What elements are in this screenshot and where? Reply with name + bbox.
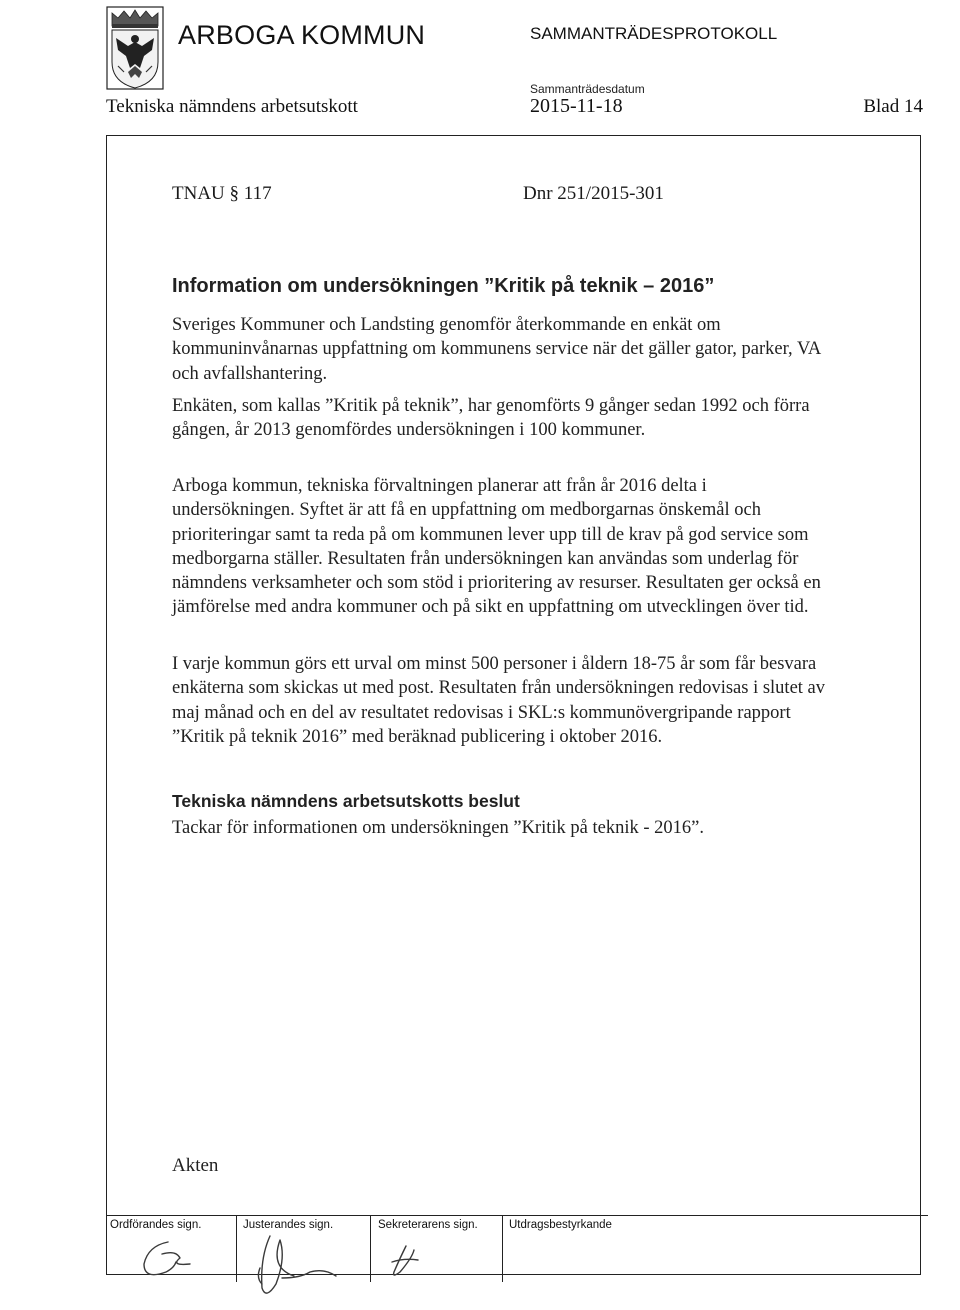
extract-certification-label: Utdragsbestyrkande xyxy=(509,1219,612,1231)
page-number: Blad 14 xyxy=(863,96,923,117)
committee-name: Tekniska nämndens arbetsutskott xyxy=(106,96,358,117)
footer-divider xyxy=(106,1215,928,1216)
meeting-date: 2015-11-18 xyxy=(530,95,623,117)
meeting-date-label: Sammanträdesdatum xyxy=(530,82,645,96)
decision-heading: Tekniska nämndens arbetsutskotts beslut xyxy=(172,791,520,811)
adjuster-signature-label: Justerandes sign. xyxy=(243,1219,334,1231)
body-paragraph: Arboga kommun, tekniska förvaltningen planerar att från år 2016 delta i undersökningen. Syftet är att få en uppfattning om medborgarnas önskemål och prioriteringar samt ta reda på om kommunen lever upp till de krav på god service som medborgarna ställer. Resultaten från undersökningen kan användas som underlag för nämndens verksamheter och som stöd i prioritering av resurser. Resultaten ger också en jämförelse med andra kommuner och på sikt en uppfattning om utvecklingen över tid. xyxy=(172,476,821,618)
handwritten-initials xyxy=(110,1228,440,1306)
organization-name: ARBOGA KOMMUN xyxy=(178,20,426,50)
diary-number: Dnr 251/2015-301 xyxy=(523,183,664,204)
arboga-coat-of-arms-eagle-icon xyxy=(106,6,164,90)
distribution-list: Akten xyxy=(172,1155,219,1176)
body-paragraph: Sveriges Kommuner och Landsting genomför återkommande en enkät om kommuninvånarnas uppfattning om kommunens service när det gäller gator, parker, VA och avfallshantering. xyxy=(172,315,821,384)
section-heading: Information om undersökningen ”Kritik på teknik – 2016” xyxy=(172,275,715,297)
signature-divider xyxy=(502,1216,503,1282)
chair-signature-label: Ordförandes sign. xyxy=(110,1219,202,1231)
body-paragraph: Enkäten, som kallas ”Kritik på teknik”, har genomförts 9 gånger sedan 1992 och förra gången, år 2013 genomfördes undersökningen i 100 kommuner. xyxy=(172,396,810,441)
secretary-signature-label: Sekreterarens sign. xyxy=(378,1219,478,1231)
case-number: TNAU § 117 xyxy=(172,183,272,204)
decision-text: Tackar för informationen om undersökningen ”Kritik på teknik - 2016”. xyxy=(172,818,704,838)
document-type: SAMMANTRÄDESPROTOKOLL xyxy=(530,24,778,43)
body-paragraph: I varje kommun görs ett urval om minst 500 personer i åldern 18-75 år som får besvara enkäterna som skickas ut med post. Resultaten från undersökningen redovisas i slutet av maj månad och en del av resultatet redovisas i SKL:s kommunövergripande rapport ”Kritik på teknik 2016” med beräknad publicering i oktober 2016. xyxy=(172,654,826,747)
